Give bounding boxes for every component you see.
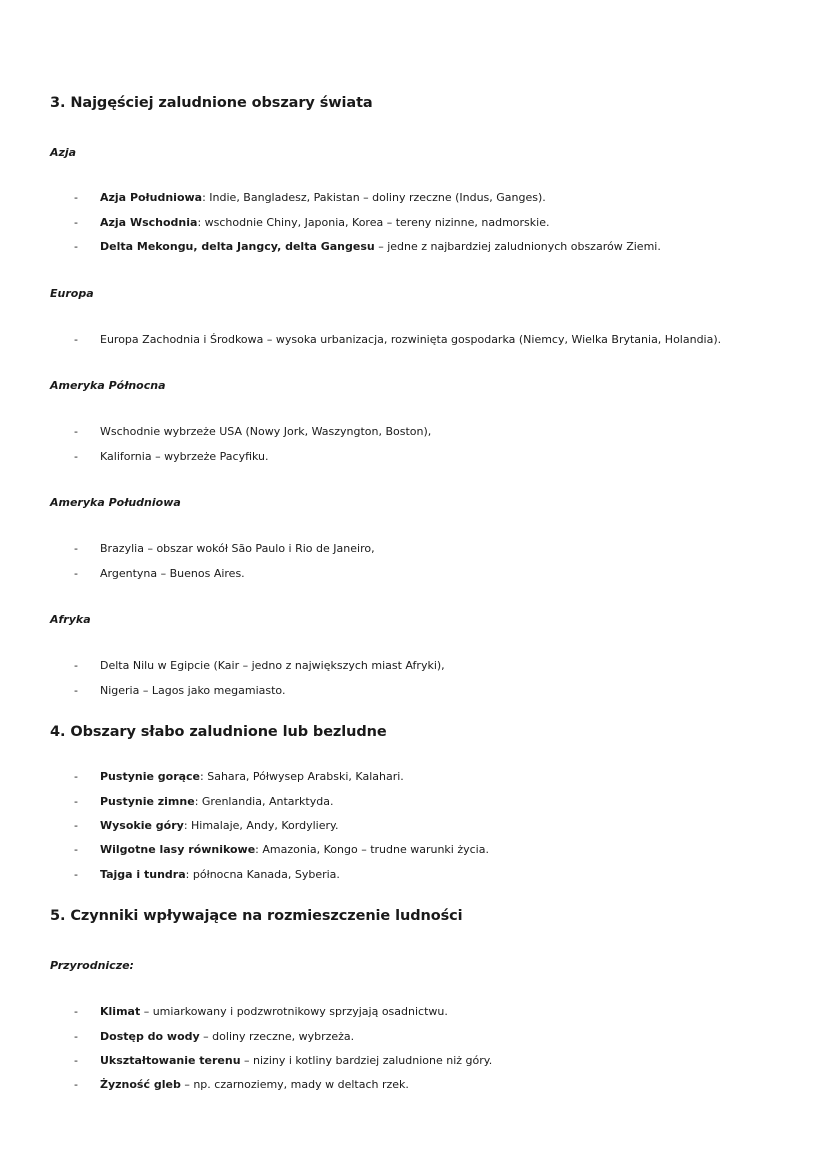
list-item-text (100, 843, 489, 857)
bullet-dash: - (74, 843, 78, 856)
bullet-dash: - (74, 795, 78, 808)
bullet-dash: - (74, 450, 78, 463)
bullet-dash: - (74, 1030, 78, 1043)
list-item-rest: Wschodnie wybrzeże USA (Nowy Jork, Waszyngton, Boston), (100, 425, 432, 438)
list-item-text (100, 1078, 409, 1092)
list-item-rest: : Indie, Bangladesz, Pakistan – doliny rzeczne (Indus, Ganges). (202, 191, 546, 204)
list-item-rest: Argentyna – Buenos Aires. (100, 567, 245, 580)
group-subheading: Przyrodnicze: (50, 959, 134, 972)
list-item-text (100, 868, 340, 882)
list-item-rest: : północna Kanada, Syberia. (185, 868, 340, 881)
list-item-bold: Klimat (100, 1005, 141, 1018)
list-item-rest: – umiarkowany i podzwrotnikowy sprzyjają osadnictwu. (140, 1005, 448, 1018)
bullet-dash: - (74, 868, 78, 881)
group-subheading: Azja (50, 146, 77, 159)
bullet-dash: - (74, 684, 78, 697)
bullet-dash: - (74, 1078, 78, 1091)
list-item-rest: Delta Nilu w Egipcie (Kair – jedno z największych miast Afryki), (100, 659, 445, 672)
list-item-text (100, 333, 721, 347)
bullet-dash: - (74, 567, 78, 580)
bullet-dash: - (74, 1054, 78, 1067)
list-item-bold: Ukształtowanie terenu (100, 1054, 241, 1067)
list-item-rest: – np. czarnoziemy, mady w deltach rzek. (180, 1078, 409, 1091)
list-item-rest: Brazylia – obszar wokół São Paulo i Rio de Janeiro, (100, 542, 375, 555)
group-subheading: Afryka (50, 613, 91, 626)
section-heading: 5. Czynniki wpływające na rozmieszczenie ludności (50, 908, 463, 924)
list-item-text (100, 684, 285, 698)
list-item-bold: Azja Południowa (100, 191, 203, 204)
list-item-bold: Wilgotne lasy równikowe (100, 843, 256, 856)
list-item-text (100, 425, 431, 439)
list-item-text (100, 216, 549, 230)
group-subheading: Ameryka Południowa (50, 496, 181, 509)
list-item-bold: Tajga i tundra (100, 868, 186, 881)
bullet-dash: - (74, 191, 78, 204)
list-item-rest: Kalifornia – wybrzeże Pacyfiku. (100, 450, 269, 463)
list-item-bold: Delta Mekongu, delta Jangcy, delta Gangesu (100, 240, 375, 253)
list-item-rest: : Grenlandia, Antarktyda. (194, 795, 334, 808)
list-item-bold: Pustynie zimne (100, 795, 195, 808)
list-item-text (100, 191, 546, 205)
list-item-bold: Żyzność gleb (100, 1078, 181, 1091)
group-subheading: Ameryka Północna (50, 379, 166, 392)
bullet-dash: - (74, 1005, 78, 1018)
list-item-text (100, 795, 333, 809)
list-item-rest: – jedne z najbardziej zaludnionych obszarów Ziemi. (374, 240, 661, 253)
list-item-text (100, 770, 404, 784)
bullet-dash: - (74, 542, 78, 555)
bullet-dash: - (74, 659, 78, 672)
list-item-rest: Europa Zachodnia i Środkowa – wysoka urbanizacja, rozwinięta gospodarka (Niemcy, Wielka Brytania, Holandia). (100, 333, 722, 346)
bullet-dash: - (74, 425, 78, 438)
list-item-bold: Wysokie góry (100, 819, 184, 832)
list-item-rest: : Himalaje, Andy, Kordyliery. (183, 819, 339, 832)
group-subheading: Europa (50, 287, 94, 300)
list-item-rest: Nigeria – Lagos jako megamiasto. (100, 684, 286, 697)
bullet-dash: - (74, 216, 78, 229)
section-heading: 3. Najgęściej zaludnione obszary świata (50, 95, 373, 111)
bullet-dash: - (74, 770, 78, 783)
list-item-text (100, 1005, 448, 1019)
list-item-text (100, 819, 338, 833)
list-item-rest: : wschodnie Chiny, Japonia, Korea – tereny nizinne, nadmorskie. (197, 216, 550, 229)
list-item-text (100, 542, 375, 556)
bullet-dash: - (74, 819, 78, 832)
list-item-rest: : Amazonia, Kongo – trudne warunki życia. (255, 843, 489, 856)
list-item-text (100, 1030, 354, 1044)
list-item-bold: Azja Wschodnia (100, 216, 198, 229)
list-item-rest: – niziny i kotliny bardziej zaludnione niż góry. (240, 1054, 493, 1067)
bullet-dash: - (74, 333, 78, 346)
list-item-text (100, 240, 661, 254)
list-item-rest: : Sahara, Półwysep Arabski, Kalahari. (200, 770, 404, 783)
section-heading: 4. Obszary słabo zaludnione lub bezludne (50, 724, 387, 740)
bullet-dash: - (74, 240, 78, 253)
list-item-text (100, 659, 445, 673)
list-item-text (100, 1054, 492, 1068)
list-item-rest: – doliny rzeczne, wybrzeża. (199, 1030, 355, 1043)
list-item-text (100, 450, 269, 464)
list-item-text (100, 567, 245, 581)
list-item-bold: Pustynie gorące (100, 770, 201, 783)
list-item-bold: Dostęp do wody (100, 1030, 200, 1043)
